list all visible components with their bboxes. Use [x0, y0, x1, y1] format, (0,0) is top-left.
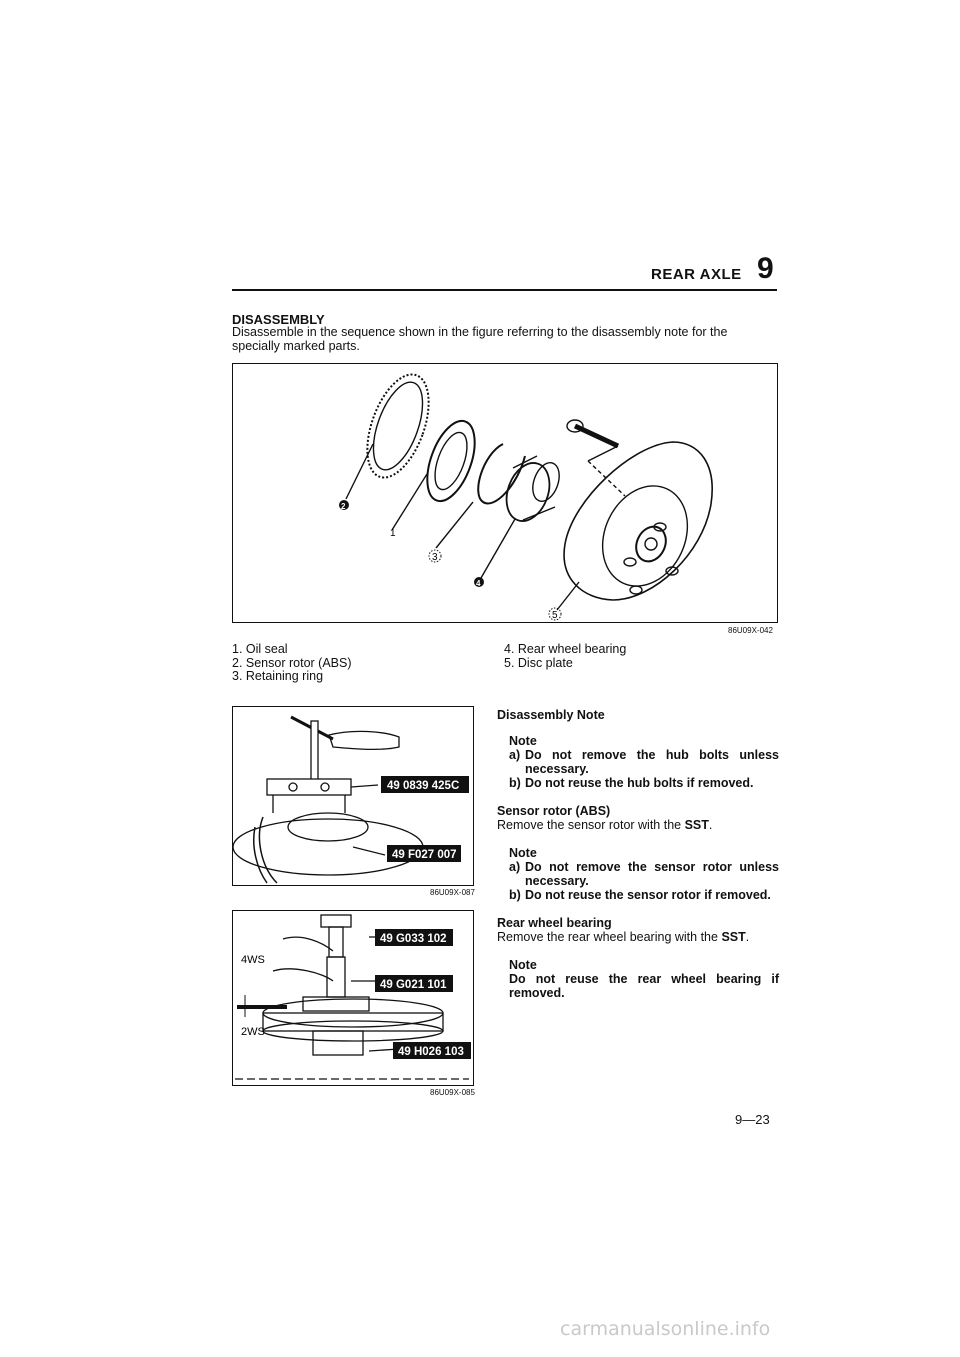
section-intro: Disassemble in the sequence shown in the figure referring to the disassembly note for the specially marked parts. [232, 325, 728, 353]
bearing-removal-figure [232, 910, 474, 1086]
note-2b-key: b) [509, 888, 521, 902]
page-header-title: REAR AXLE [651, 266, 742, 283]
legend-item-2: 2. Sensor rotor (ABS) [232, 655, 352, 670]
sensor-rotor-sst: SST [684, 818, 709, 832]
note-1a [497, 748, 779, 776]
section-number: 9 [757, 252, 774, 285]
sst-tool-g033-102: 49 G033 102 [380, 933, 447, 945]
sst-tool-0839-425c: 49 0839 425C [387, 780, 460, 792]
label-2ws: 2WS [241, 1026, 265, 1038]
page-number: 9—23 [735, 1112, 770, 1127]
header-rule [232, 289, 777, 291]
sensor-rotor-instruction [497, 818, 779, 832]
legend-item-5: 5. Disc plate [504, 655, 573, 670]
figure-code-sensor: 86U09X-087 [430, 888, 475, 897]
sst-tool-g021-101: 49 G021 101 [380, 979, 447, 991]
sensor-rotor-removal-drawing [233, 707, 472, 884]
bearing-heading: Rear wheel bearing [497, 916, 612, 930]
note-label-3: Note [509, 958, 537, 972]
note-2a-text: Do not remove the sensor rotor unless necessary. [525, 860, 779, 888]
figure-code-main: 86U09X-042 [728, 626, 773, 635]
legend-item-4: 4. Rear wheel bearing [504, 642, 627, 656]
note-1a-key: a) [509, 748, 521, 762]
sensor-rotor-end: . [708, 818, 713, 832]
legend-item-1: 1. Oil seal [232, 642, 288, 656]
note-2a-key: a) [509, 860, 521, 874]
note-2b [497, 888, 779, 902]
watermark: carmanualsonline.info [560, 1318, 771, 1340]
note-label-2: Note [509, 846, 537, 860]
parts-legend-right [504, 643, 626, 670]
disassembly-note-block [497, 708, 779, 1000]
callout-2: 2 [341, 502, 346, 511]
callout-4: 4 [476, 579, 481, 588]
disassembly-note-title: Disassembly Note [497, 708, 605, 722]
note-3-text: Do not reuse the rear wheel bearing if removed. [509, 972, 779, 1000]
bearing-removal-drawing [233, 911, 472, 1084]
figure-code-bearing: 86U09X-085 [430, 1088, 475, 1097]
exploded-view-drawing [233, 364, 776, 621]
label-4ws: 4WS [241, 954, 265, 966]
bearing-end: . [745, 930, 750, 944]
sst-tool-h026-103: 49 H026 103 [398, 1046, 464, 1058]
sensor-rotor-text: Remove the sensor rotor with the [497, 818, 685, 832]
exploded-view-figure [232, 363, 778, 623]
note-2b-text: Do not reuse the sensor rotor if removed. [525, 888, 771, 902]
bearing-text: Remove the rear wheel bearing with the [497, 930, 722, 944]
legend-item-3: 3. Retaining ring [232, 669, 324, 683]
note-label-1: Note [509, 734, 537, 748]
note-2a [497, 860, 779, 888]
callout-1: 1 [390, 528, 396, 539]
section-title: DISASSEMBLY [232, 312, 325, 327]
note-1b-key: b) [509, 776, 521, 790]
callout-5: 5 [552, 610, 558, 621]
note-1b [497, 776, 779, 790]
callout-3: 3 [432, 552, 438, 563]
sensor-rotor-heading: Sensor rotor (ABS) [497, 804, 611, 818]
bearing-instruction [497, 930, 779, 944]
parts-legend-left [232, 643, 352, 684]
bearing-sst: SST [721, 930, 746, 944]
note-1a-text: Do not remove the hub bolts unless necessary. [525, 748, 779, 776]
sensor-rotor-removal-figure [232, 706, 474, 886]
note-1b-text: Do not reuse the hub bolts if removed. [525, 776, 754, 790]
sst-tool-f027-007: 49 F027 007 [392, 849, 457, 861]
